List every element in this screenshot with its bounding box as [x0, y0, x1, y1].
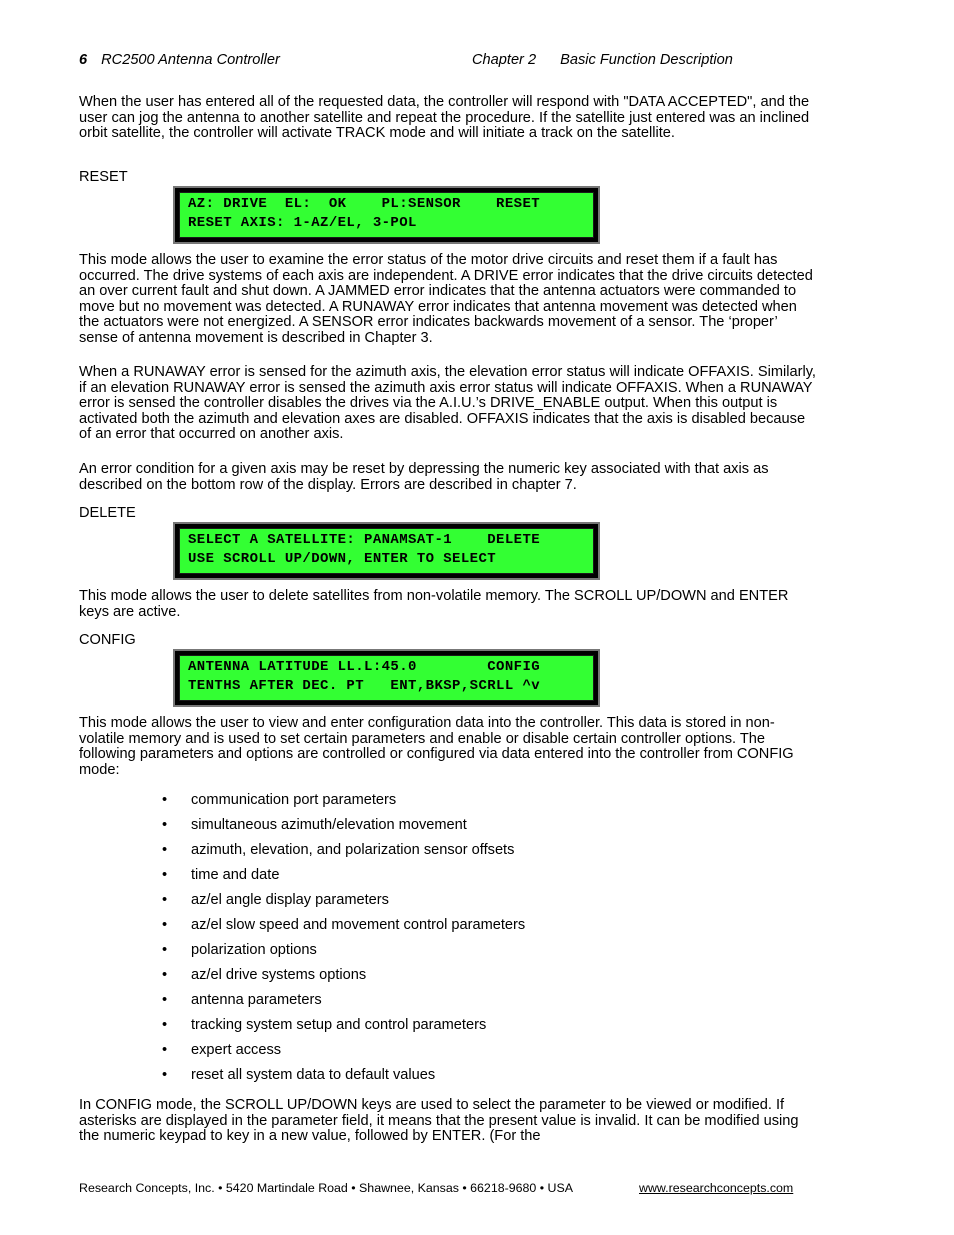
lcd-line-1: ANTENNA LATITUDE LL.L:45.0 CONFIG [188, 659, 541, 675]
chapter-heading [472, 52, 733, 68]
lcd-line-2: TENTHS AFTER DEC. PT ENT,BKSP,SCRLL ^v [188, 678, 541, 694]
footer-website-link[interactable]: www.researchconcepts.com [639, 1181, 794, 1195]
delete-label: DELETE [79, 505, 136, 521]
lcd-line-2: USE SCROLL UP/DOWN, ENTER TO SELECT [188, 551, 497, 567]
page-number: 6 [79, 52, 88, 68]
list-item: • azimuth, elevation, and polarization sensor offsets [160, 842, 525, 867]
list-item: • expert access [160, 1042, 525, 1067]
list-item: • reset all system data to default values [160, 1067, 525, 1092]
intro-paragraph: When the user has entered all of the requested data, the controller will respond with "DATA ACCEPTED", and the user can jog the antenna to another satellite and repeat the procedure. If the satellite just entered was an inclined orbit satellite, the controller will activate TRACK mode and will initiate a track on the satellite. [79, 94, 810, 141]
config-options-list [160, 792, 525, 1092]
reset-paragraph-2: When a RUNAWAY error is sensed for the azimuth axis, the elevation error status will indicate OFFAXIS. Similarly, if an elevation RUNAWAY error is sensed the azimuth axis error status will indicate OFFAXIS. When a RUNAWAY error is sensed the controller disables the drives via the A.I.U.’s DRIVE_ENABLE output. When this output is activated both the azimuth and elevation axes are disabled. OFFAXIS indicates that the axis is disabled because of an error that occurred on another axis. [79, 364, 816, 442]
list-item: • az/el angle display parameters [160, 892, 525, 917]
reset-lcd-display [173, 186, 600, 244]
list-item: • tracking system setup and control parameters [160, 1017, 525, 1042]
config-closing-paragraph: In CONFIG mode, the SCROLL UP/DOWN keys are used to select the parameter to be viewed or modified. If asterisks are displayed in the parameter field, it means that the present value is invalid. It can be modified using the numeric keypad to key in a new value, followed by ENTER. (For the [79, 1097, 799, 1144]
chapter-title: Basic Function Description [560, 52, 733, 68]
delete-lcd-display [173, 522, 600, 580]
product-name: RC2500 Antenna Controller [101, 52, 280, 68]
list-item: • az/el slow speed and movement control parameters [160, 917, 525, 942]
list-item: • polarization options [160, 942, 525, 967]
list-item: • az/el drive systems options [160, 967, 525, 992]
lcd-line-1: AZ: DRIVE EL: OK PL:SENSOR RESET [188, 196, 541, 212]
page-header [79, 52, 280, 68]
list-item: • simultaneous azimuth/elevation movement [160, 817, 525, 842]
config-paragraph: This mode allows the user to view and enter configuration data into the controller. This data is stored in non-volatile memory and is used to set certain parameters and enable or disable certain controller options. The following parameters and options are controlled or configured via data entered into the controller from CONFIG mode: [79, 715, 794, 778]
footer-address: Research Concepts, Inc. • 5420 Martindale Road • Shawnee, Kansas • 66218-9680 • USA [79, 1181, 573, 1195]
list-item: • time and date [160, 867, 525, 892]
lcd-line-1: SELECT A SATELLITE: PANAMSAT-1 DELETE [188, 532, 541, 548]
delete-paragraph: This mode allows the user to delete satellites from non-volatile memory. The SCROLL UP/DOWN and ENTER keys are active. [79, 588, 789, 620]
lcd-line-2: RESET AXIS: 1-AZ/EL, 3-POL [188, 215, 417, 231]
config-label: CONFIG [79, 632, 136, 648]
list-item: • antenna parameters [160, 992, 525, 1017]
list-item: • communication port parameters [160, 792, 525, 817]
reset-paragraph-1: This mode allows the user to examine the error status of the motor drive circuits and reset them if a fault has occurred. The drive systems of each axis are independent. A DRIVE error indicates that the drive circuits detected an over current fault and shut down. A JAMMED error indicates that the antenna actuators were commanded to move but no movement was detected. A RUNAWAY error indicates that antenna movement was detected when the actuators were not energized. A SENSOR error indicates backwards movement of a sensor. The ‘proper’ sense of antenna movement is described in Chapter 3. [79, 252, 813, 346]
reset-paragraph-3: An error condition for a given axis may be reset by depressing the numeric key associated with that axis as described on the bottom row of the display. Errors are described in chapter 7. [79, 461, 769, 493]
reset-label: RESET [79, 169, 128, 185]
config-lcd-display [173, 649, 600, 707]
chapter-number: Chapter 2 [472, 52, 537, 68]
